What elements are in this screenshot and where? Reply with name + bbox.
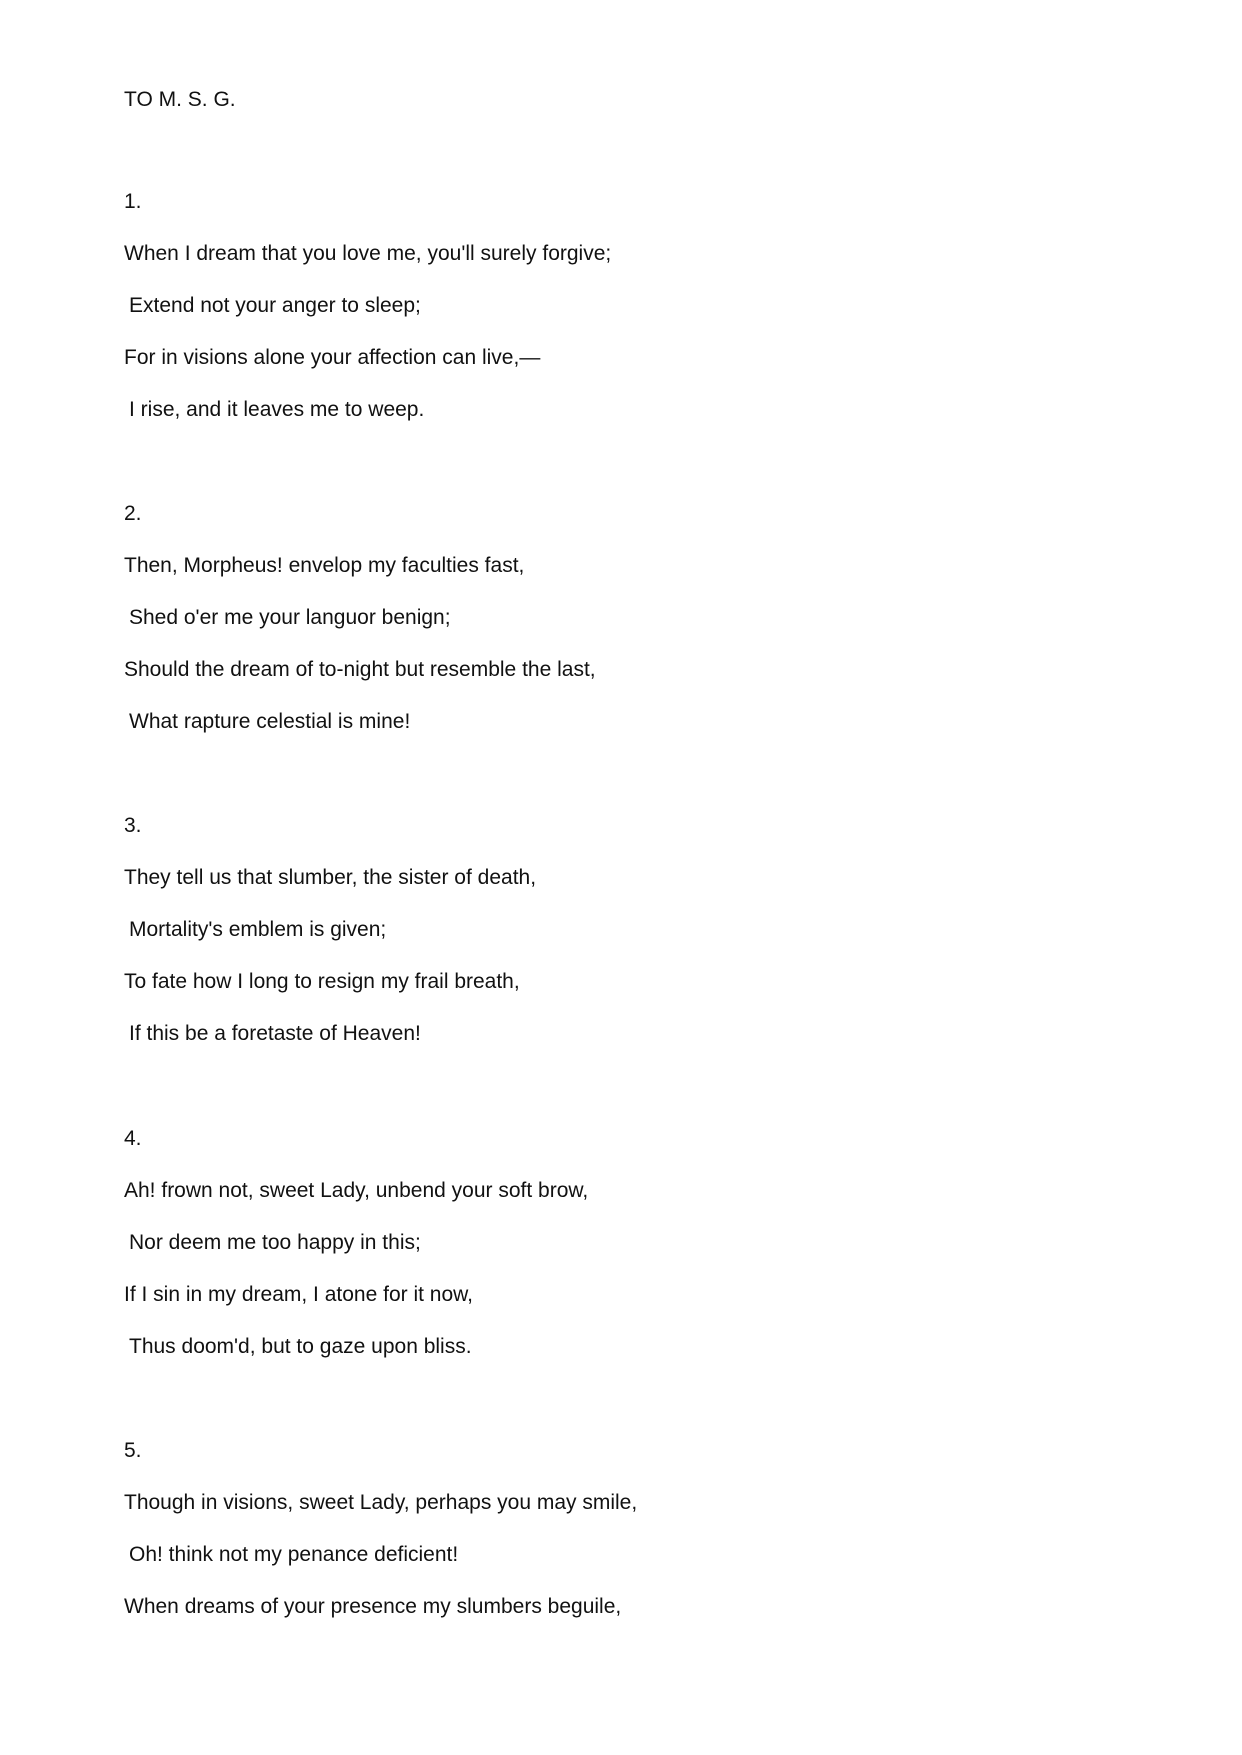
- stanza-3-line-4: If this be a foretaste of Heaven!: [129, 1022, 421, 1045]
- stanza-4-number: 4.: [124, 1127, 142, 1150]
- stanza-3-number: 3.: [124, 814, 142, 837]
- stanza-2-line-2: Shed o'er me your languor benign;: [129, 606, 451, 629]
- stanza-3-line-2: Mortality's emblem is given;: [129, 918, 387, 941]
- stanza-5-number: 5.: [124, 1439, 142, 1462]
- stanza-1-line-1: When I dream that you love me, you'll surely forgive;: [124, 242, 612, 265]
- stanza-2-line-1: Then, Morpheus! envelop my faculties fast,: [124, 554, 525, 577]
- stanza-5-line-2: Oh! think not my penance deficient!: [129, 1543, 459, 1566]
- stanza-1-line-2: Extend not your anger to sleep;: [129, 294, 421, 317]
- stanza-4-line-1: Ah! frown not, sweet Lady, unbend your soft brow,: [124, 1179, 589, 1202]
- stanza-4-line-3: If I sin in my dream, I atone for it now,: [124, 1283, 473, 1306]
- stanza-2-line-4: What rapture celestial is mine!: [129, 710, 411, 733]
- stanza-1-number: 1.: [124, 190, 142, 213]
- stanza-5-line-3: When dreams of your presence my slumbers beguile,: [124, 1595, 622, 1618]
- stanza-3-line-3: To fate how I long to resign my frail breath,: [124, 970, 520, 993]
- stanza-2-number: 2.: [124, 502, 142, 525]
- stanza-1-line-3: For in visions alone your affection can live,—: [124, 346, 541, 369]
- poem-title: TO M. S. G.: [124, 88, 236, 111]
- stanza-4-line-2: Nor deem me too happy in this;: [129, 1231, 421, 1254]
- stanza-1-line-4: I rise, and it leaves me to weep.: [129, 398, 425, 421]
- stanza-3-line-1: They tell us that slumber, the sister of death,: [124, 866, 537, 889]
- stanza-4-line-4: Thus doom'd, but to gaze upon bliss.: [129, 1335, 472, 1358]
- stanza-2-line-3: Should the dream of to-night but resemble the last,: [124, 658, 596, 681]
- stanza-5-line-1: Though in visions, sweet Lady, perhaps you may smile,: [124, 1491, 638, 1514]
